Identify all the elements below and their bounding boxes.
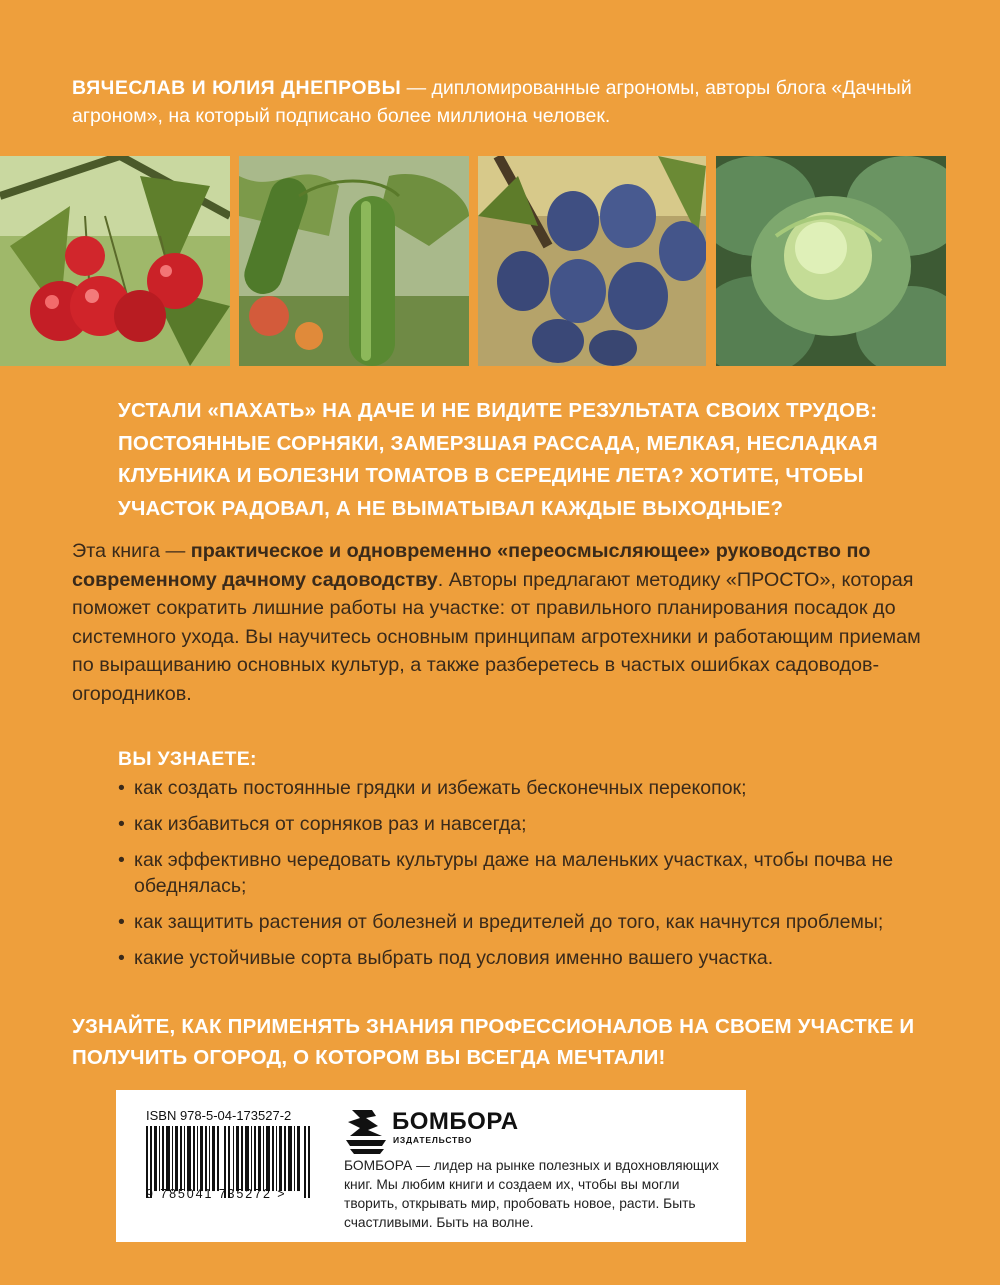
bullet-icon: • [118,947,125,969]
cherry-photo [0,156,230,366]
photo-strip [0,156,1000,366]
book-description [72,537,932,708]
description-intro: Эта книга — [72,540,191,562]
publisher-name: БОМБОРА [392,1108,519,1135]
isbn-label: ISBN 978-5-04-173527-2 [146,1108,292,1123]
bullet-icon: • [118,777,125,799]
cabbage-photo [716,156,946,366]
publisher-description: БОМБОРА — лидер на рынке полезных и вдохновляющих книг. Мы любим книги и создаем их, чтобы вы могли творить, открывать мир, пробовать новое, расти. Быть счастливыми. Быть на волне. [344,1158,719,1230]
list-item: • какие устойчивые сорта выбрать под условия именно вашего участка. [118,947,774,969]
list-item: • как создать постоянные грядки и избежать бесконечных перекопок; [118,777,747,799]
call-to-action: УЗНАЙТЕ, КАК ПРИМЕНЯТЬ ЗНАНИЯ ПРОФЕССИОНАЛОВ НА СВОЕМ УЧАСТКЕ И ПОЛУЧИТЬ ОГОРОД, О КОТОРОМ ВЫ ВСЕГДА МЕЧТАЛИ! [72,1015,915,1069]
learn-title: ВЫ УЗНАЕТЕ: [118,748,257,770]
list-item: • как избавиться от сорняков раз и навсегда; [118,813,527,835]
publisher-box [116,1090,746,1242]
list-item: • как защитить растения от болезней и вредителей до того, как начнутся проблемы; [118,911,884,933]
list-item: • как эффективно чередовать культуры даже на маленьких участках, чтобы почва не обеднялась; [118,849,894,897]
bullet-icon: • [118,911,125,933]
cucumber-photo [239,156,469,366]
barcode-digits: 9 785041 735272 > [146,1187,287,1201]
bullet-icon: • [118,849,125,871]
bullet-icon: • [118,813,125,835]
learn-list [118,775,938,981]
question-heading: УСТАЛИ «ПАХАТЬ» НА ДАЧЕ И НЕ ВИДИТЕ РЕЗУЛЬТАТА СВОИХ ТРУДОВ: ПОСТОЯННЫЕ СОРНЯКИ, ЗАМЕРЗШАЯ РАССАДА, МЕЛКАЯ, НЕСЛАДКАЯ КЛУБНИКА И БОЛЕЗНИ ТОМАТОВ В СЕРЕДИНЕ ЛЕТА? ХОТИТЕ, ЧТОБЫ УЧАСТОК РАДОВАЛ, А НЕ ВЫМАТЫВАЛ КАЖДЫЕ ВЫХОДНЫЕ? [118,399,878,520]
description-rest: . Авторы предлагают методику «ПРОСТО», которая поможет сократить лишние работы на участке: от правильного планирования посадок до системного ухода. Вы научитесь основным принципам агротехники и работающим приемам по выращиванию основных культур, а также разберетесь в частых ошибках садоводов-огородников. [72,568,921,705]
authors-blurb [72,74,932,130]
plum-photo [478,156,706,366]
description-bold: практическое и одновременно «переосмысляющее» руководство по современному дачному садоводству [72,540,871,591]
authors-names: ВЯЧЕСЛАВ И ЮЛИЯ ДНЕПРОВЫ [72,77,402,99]
publisher-subtitle: ИЗДАТЕЛЬСТВО [393,1135,473,1145]
authors-description: — дипломированные агрономы, авторы блога «Дачный агроном», на который подписано более миллиона человек. [72,77,912,127]
